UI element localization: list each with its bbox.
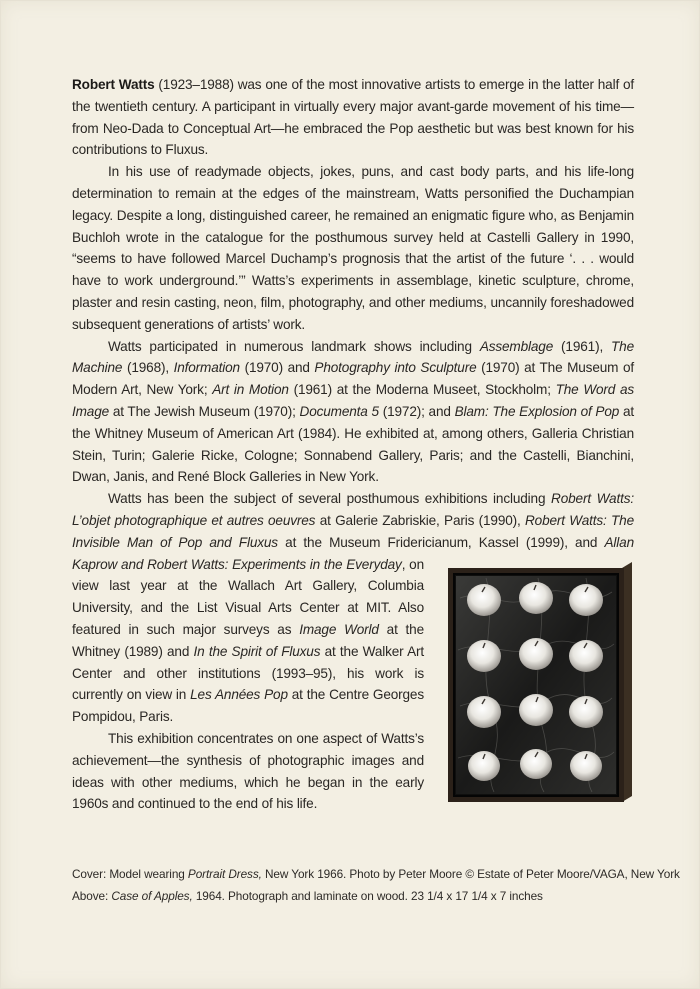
article-body: [72, 74, 634, 815]
artist-name: Robert Watts: [72, 77, 155, 92]
paragraph-exhibitions: Watts participated in numerous landmark shows including Assemblage (1961), The Machine (1968), Information (1970) and Photography into Sculpture (1970) at The Museum of Modern Art, New York; Art in Motion (1961) at the Moderna Museet, Stockholm; The Word as Image at The Jewish Museum (1970); Documenta 5 (1972); and Blam: The Explosion of Pop at the Whitney Museum of American Art (1984). He exhibited at, among others, Galleria Christian Stein, Turin; Galerie Ricke, Cologne; Sonnabend Gallery, Paris; and the Castelli, Bianchini, Dwan, Janis, and René Block Galleries in New York.: [72, 338, 634, 485]
paragraph-exhibition-focus: This exhibition concentrates on one aspect of Watts’s achievement—the synthesis of photographic images and ideas with other mediums, which he began in the early 1960s and continued to the end of his life.: [72, 730, 424, 812]
float-anchor: [446, 558, 634, 804]
caption-above: Above: Case of Apples, 1964. Photograph and laminate on wood. 23 1/4 x 17 1/4 x 7 inches: [72, 888, 543, 903]
case-of-apples-photo: [446, 558, 634, 804]
photo-captions: [72, 864, 680, 907]
paragraph-intro: Robert Watts (1923–1988) was one of the most innovative artists to emerge in the latter half of the twentieth century. A participant in virtually every major avant-garde movement of his time—from Neo-Dada to Conceptual Art—he embraced the Pop aesthetic but was best known for his contributions to Fluxus.: [72, 77, 634, 158]
paragraph-duchamp: In his use of readymade objects, jokes, puns, and cast body parts, and his life-long determination to remain at the edges of the mainstream, Watts personified the Duchampian legacy. Despite a long, distinguished career, he remained an enigmatic figure who, as Benjamin Buchloh wrote in the catalogue for the posthumous survey held at Castelli Gallery in 1990, “seems to have followed Marcel Duchamp’s prognosis that the artist of the future ‘. . . would have to work underground.’” Watts’s experiments in assemblage, kinetic sculpture, chrome, plaster and resin casting, neon, film, photography, and other mediums, uncannily foreshadowed subsequent generations of artists’ work.: [72, 164, 634, 332]
paragraph-posthumous: Watts has been the subject of several posthumous exhibitions including Robert Watts: L’objet photographique et autres oeuvres at Galerie Zabriskie, Paris (1990), Robert Watts: The Invisible Man of Pop and Fluxus at the Museum Fridericianum, Kassel (1999), and Allan Kaprow and Robert Watts: Experiments in the Everyday , on view last year at the Wallach Art Gallery, Columbia University, and the List Visual Arts Center at MIT. Also featured in such major surveys as Image World at the Whitney (1989) and In the Spirit of Fluxus at the Walker Art Center and other institutions (1993–95), his work is currently on view in Les Années Pop at the Centre Georges Pompidou, Paris.: [72, 488, 634, 728]
caption-cover: Cover: Model wearing Portrait Dress, New York 1966. Photo by Peter Moore © Estate of Peter Moore/VAGA, New York: [72, 867, 680, 881]
